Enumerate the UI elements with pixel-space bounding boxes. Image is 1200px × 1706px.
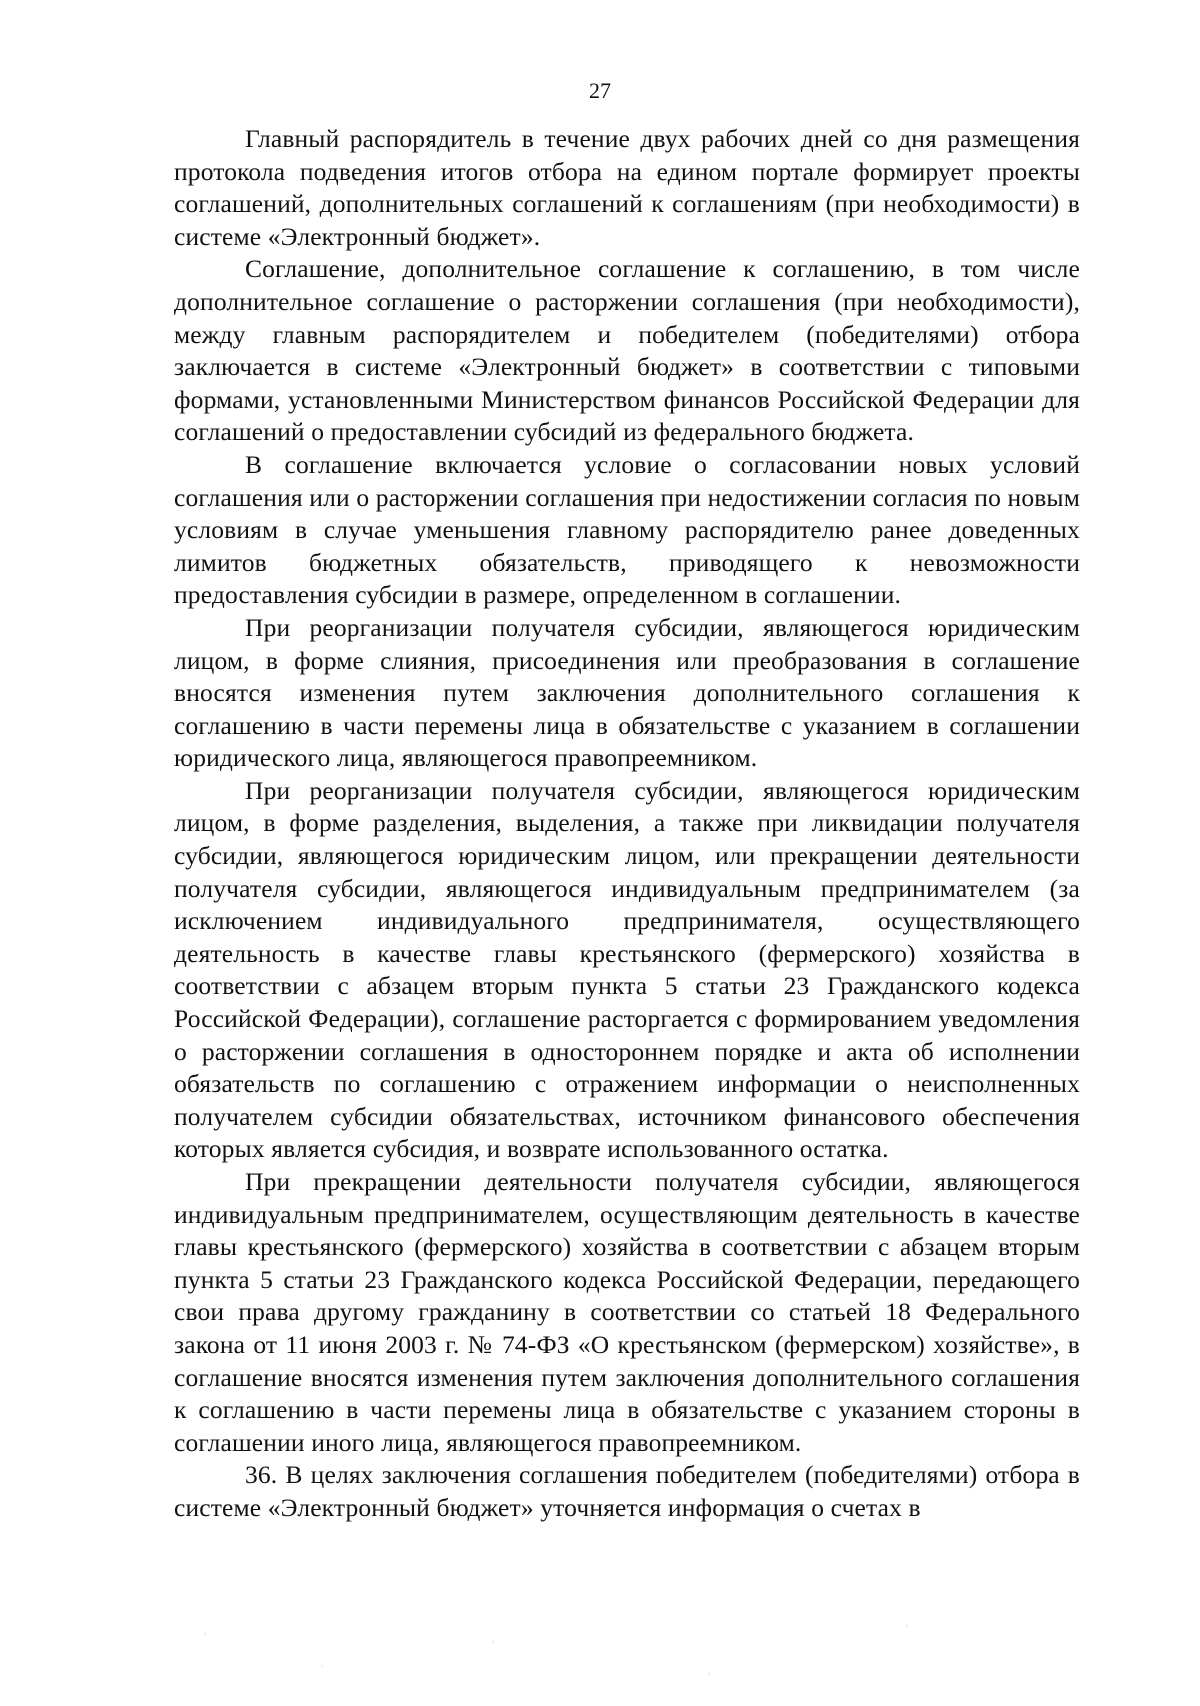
paragraph-item-36: 36. В целях заключения соглашения победителем (победителями) отбора в системе «Электронный бюджет» уточняется информация о счетах в [174, 1460, 1080, 1522]
paragraph-new-conditions: В соглашение включается условие о согласовании новых условий соглашения или о расторжении соглашения при недостижении согласия по новым условиям в случае уменьшения главному распорядителю ранее доведенных лимитов бюджетных обязательств, приводящего к невозможности предоставления субсидии в размере, определенном в соглашении. [174, 449, 1080, 610]
page-number: 27 [589, 78, 611, 103]
scan-noise [160, 1610, 1060, 1690]
paragraph-reorganization-division: При реорганизации получателя субсидии, являющегося юридическим лицом, в форме разделения, выделения, а также при ликвидации получателя субсидии, являющегося юридическим лицом, или прекращении деятельности получателя субсидии, являющегося индивидуальным предпринимателем (за исключением индивидуального предпринимателя, осуществляющего деятельность в качестве главы крестьянского (фермерского) хозяйства в соответствии с абзацем вторым пункта 5 статьи 23 Гражданского кодекса Российской Федерации), соглашение расторгается с формированием уведомления о расторжении соглашения в одностороннем порядке и акта об исполнении обязательств по соглашению с отражением информации о неисполненных получателем субсидии обязательствах, источником финансового обеспечения которых является субсидия, и возврате использованного остатка. [174, 775, 1080, 1164]
paragraph-agreement-forms: Соглашение, дополнительное соглашение к соглашению, в том числе дополнительное соглашение о расторжении соглашения (при необходимости), между главным распорядителем и победителем (победителями) отбора заключается в системе «Электронный бюджет» в соответствии с типовыми формами, установленными Министерством финансов Российской Федерации для соглашений о предоставлении субсидий из федерального бюджета. [174, 254, 1080, 447]
paragraph-agreement-drafts: Главный распорядитель в течение двух рабочих дней со дня размещения протокола подведения итогов отбора на едином портале формирует проекты соглашений, дополнительных соглашений к соглашениям (при необходимости) в системе «Электронный бюджет». [174, 124, 1080, 251]
paragraph-reorganization-merger: При реорганизации получателя субсидии, являющегося юридическим лицом, в форме слияния, присоединения или преобразования в соглашение вносятся изменения путем заключения дополнительного соглашения к соглашению в части перемены лица в обязательстве с указанием в соглашении юридического лица, являющегося правопреемником. [174, 612, 1080, 773]
document-body [174, 123, 1080, 1525]
paragraph-farm-termination: При прекращении деятельности получателя субсидии, являющегося индивидуальным предпринимателем, осуществляющим деятельность в качестве главы крестьянского (фермерского) хозяйства в соответствии с абзацем вторым пункта 5 статьи 23 Гражданского кодекса Российской Федерации, передающего свои права другому гражданину в соответствии со статьей 18 Федерального закона от 11 июня 2003 г. № 74-ФЗ «О крестьянском (фермерском) хозяйстве», в соглашение вносятся изменения путем заключения дополнительного соглашения к соглашению в части перемены лица в обязательстве с указанием стороны в соглашении иного лица, являющегося правопреемником. [174, 1167, 1080, 1457]
